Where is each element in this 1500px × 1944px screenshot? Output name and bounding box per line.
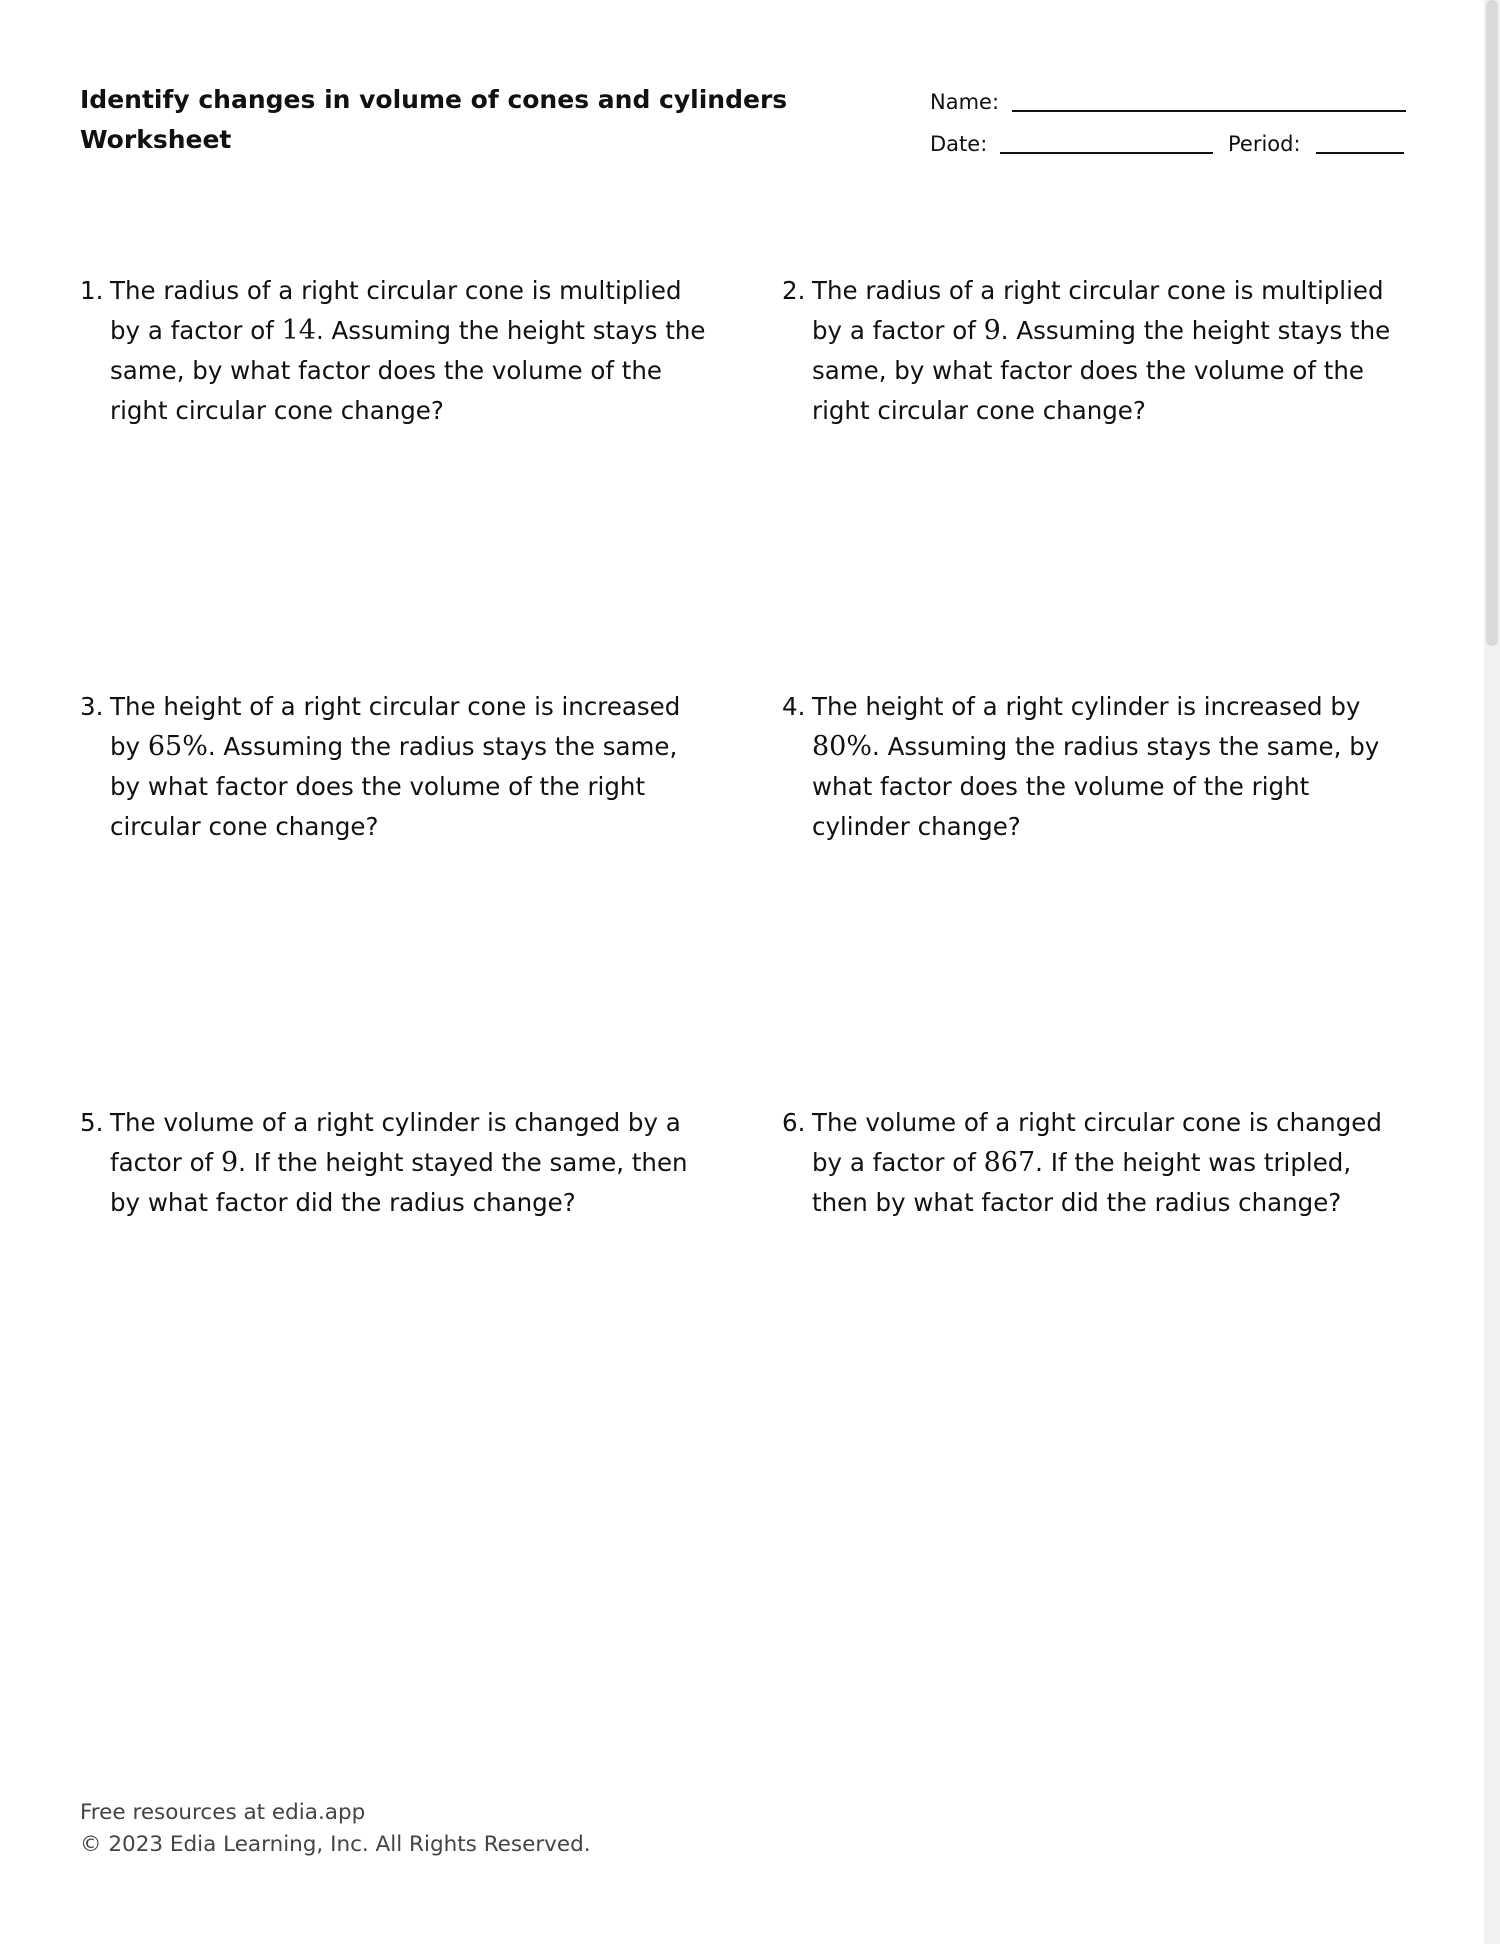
question-text-start: The volume of a right circular cone is changed by a factor of (812, 1108, 1382, 1177)
scrollbar-thumb[interactable] (1486, 0, 1498, 646)
student-info-fields (930, 88, 1406, 172)
question-text-start: The volume of a right cylinder is changed by a factor of (110, 1108, 681, 1177)
question-2 (782, 271, 1412, 431)
question-text-end: . Assuming the height stays the same, by what factor does the volume of the right circular cone change? (110, 316, 706, 425)
name-blank-line[interactable] (1012, 110, 1406, 112)
question-text (110, 687, 710, 847)
question-number: 4. (782, 692, 806, 721)
footer-copyright: © 2023 Edia Learning, Inc. All Rights Reserved. (80, 1832, 591, 1857)
question-5 (80, 1103, 710, 1223)
question-text (110, 1103, 710, 1223)
date-period-field-row (930, 130, 1406, 172)
question-text (110, 271, 710, 431)
footer-resources-link[interactable]: Free resources at edia.app (80, 1800, 366, 1825)
question-text-end: . Assuming the radius stays the same, by what factor does the volume of the right cylinder change? (812, 732, 1380, 841)
question-text-start: The height of a right circular cone is increased by (110, 692, 681, 761)
question-text-start: The height of a right cylinder is increased by (812, 692, 1361, 721)
math-value: 867 (983, 1147, 1036, 1178)
question-text (812, 271, 1412, 431)
question-text-start: The radius of a right circular cone is multiplied by a factor of (812, 276, 1384, 345)
question-1 (80, 271, 710, 431)
question-number: 5. (80, 1108, 104, 1137)
question-6 (782, 1103, 1412, 1223)
date-blank-line[interactable] (1000, 152, 1213, 154)
question-text (812, 687, 1412, 847)
period-blank-line[interactable] (1316, 152, 1404, 154)
question-text-end: . Assuming the radius stays the same, by what factor does the volume of the right circular cone change? (110, 732, 678, 841)
period-label: Period: (1228, 132, 1301, 156)
math-value: 80% (812, 731, 873, 762)
question-text-start: The radius of a right circular cone is multiplied by a factor of (110, 276, 682, 345)
name-label: Name: (930, 90, 1000, 114)
question-text-end: . If the height was tripled, then by what factor did the radius change? (812, 1148, 1352, 1217)
worksheet-title (80, 80, 788, 160)
question-3 (80, 687, 710, 847)
math-value: 14 (281, 315, 316, 346)
title-line-2: Worksheet (80, 125, 232, 154)
question-text (812, 1103, 1412, 1223)
title-line-1: Identify changes in volume of cones and cylinders (80, 85, 788, 114)
question-number: 3. (80, 692, 104, 721)
question-number: 2. (782, 276, 806, 305)
math-value: 65% (147, 731, 208, 762)
question-4 (782, 687, 1412, 847)
scrollbar-track[interactable] (1484, 0, 1500, 1944)
name-field-row (930, 88, 1406, 130)
date-label: Date: (930, 132, 988, 156)
math-value: 9 (220, 1147, 239, 1178)
question-text-end: . Assuming the height stays the same, by what factor does the volume of the right circular cone change? (812, 316, 1391, 425)
footer (80, 1797, 591, 1861)
math-value: 9 (983, 315, 1001, 346)
question-number: 1. (80, 276, 104, 305)
question-text-end: . If the height stayed the same, then by what factor did the radius change? (110, 1148, 688, 1217)
question-number: 6. (782, 1108, 806, 1137)
